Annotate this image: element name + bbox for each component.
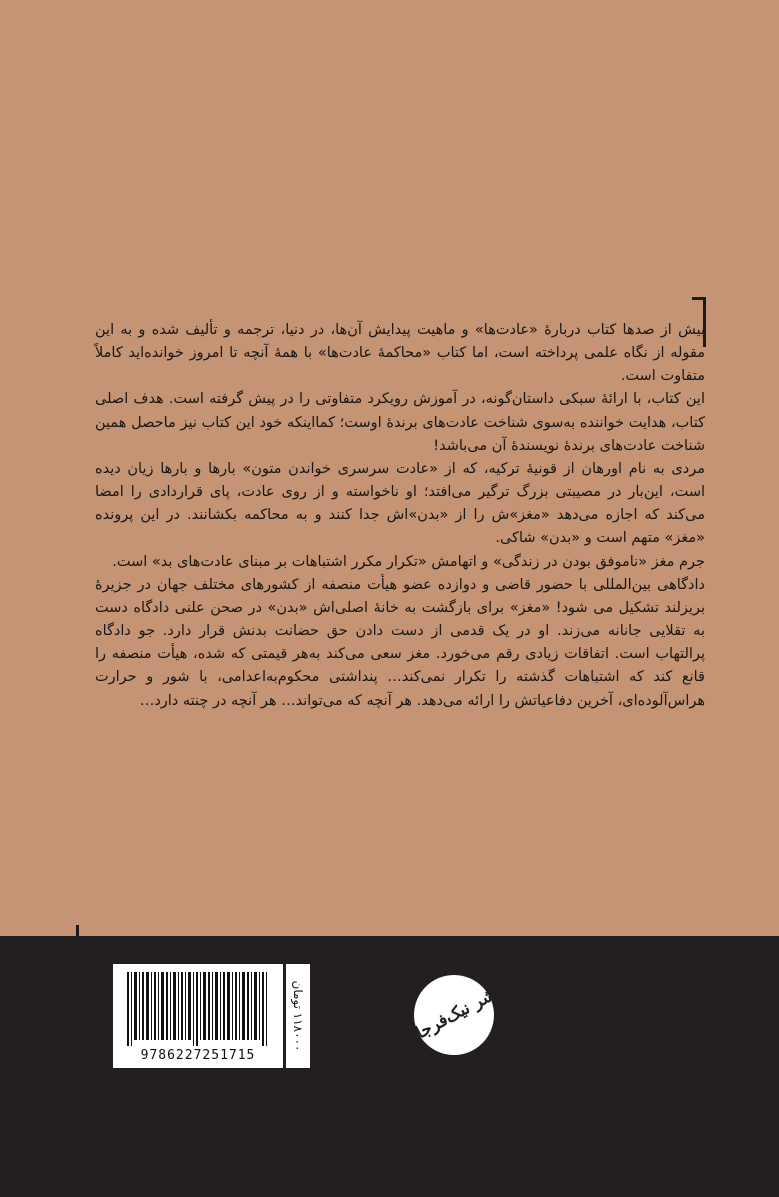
blurb-paragraph-1: بیش از صدها کتاب دربارهٔ «عادت‌ها» و ماهیت پیدایش آن‌ها، در دنیا، ترجمه و تألیف شده و به این مقوله از نگاه علمی پرداخته است، اما کتاب «محاکمهٔ عادت‌ها» با همهٔ آنچه تا امروز خوانده‌اید کاملاً متفاوت است. [95, 322, 705, 385]
back-cover-blurb [95, 319, 705, 713]
blurb-paragraph-2: این کتاب، با ارائهٔ سبکی داستان‌گونه، در آموزش رویکرد متفاوتی را در پیش گرفته است. هدف اصلی کتاب، هدایت خواننده به‌سوی شناخت عادت‌های برندهٔ اوست؛ کمااینکه خود این کتاب نیز ماحصل همین شناخت عادت‌های برندهٔ نویسندهٔ آن می‌باشد! [95, 391, 705, 454]
isbn-number: 9786227251715 [140, 1048, 256, 1063]
isbn-barcode [113, 964, 283, 1068]
blurb-paragraph-3: مردی به نام اورهان از قونیهٔ ترکیه، که از «عادت سرسری خواندن متون» بارها و بارها زیان دیده است، این‌بار در مصیبتی بزرگ ترگیر می‌افتد؛ او ناخواسته و از روی عادت، پای قراردادی را امضا می‌کند که اجازه می‌دهد «مغز»ش را از «بدن»اش جدا کنند و به محاکمه بکشانند. در این پرونده «مغز» متهم است و «بدن» شاکی. [95, 460, 705, 547]
price-label: ۱۱۸۰۰۰ تومان [291, 980, 305, 1052]
blurb-paragraph-4: جرم مغز «ناموفق بودن در زندگی» و اتهامش «تکرار مکرر اشتباهات بر مبنای عادت‌های بد» است. [112, 553, 705, 570]
blurb-paragraph-5: دادگاهی بین‌المللی با حضور قاضی و دوازده عضو هیأت منصفه از کشورهای مختلف جهان در جزیرهٔ بریزلند تشکیل می شود! «مغز» برای بازگشت به خانهٔ اصلی‌اش «بدن» در صحن علنی دادگاه دست به تقلایی جانانه می‌زند. او در یک قدمی از دست دادن حق حضانت بدنش قرار دارد. جو دادگاه پرالتهاب است. اتفاقات زیادی رقم می‌خورد. مغز سعی می‌کند به‌هر قیمتی که شده، هیأت منصفه را قانع کند که اشتباهات گذشته را تکرار نمی‌کند… پنداشتی محکوم‌به‌اعدامی، با شور و حرارت هراس‌آلوده‌ای، آخرین دفاعیاتش را ارائه می‌دهد. هر آنچه که می‌تواند… هر آنچه در چنته دارد… [95, 576, 705, 709]
barcode-bars-icon [127, 972, 269, 1046]
publisher-logo [403, 973, 505, 1057]
publisher-logo-text: نشر نیک‌فرجام [403, 981, 505, 1049]
price-strip [286, 964, 310, 1068]
